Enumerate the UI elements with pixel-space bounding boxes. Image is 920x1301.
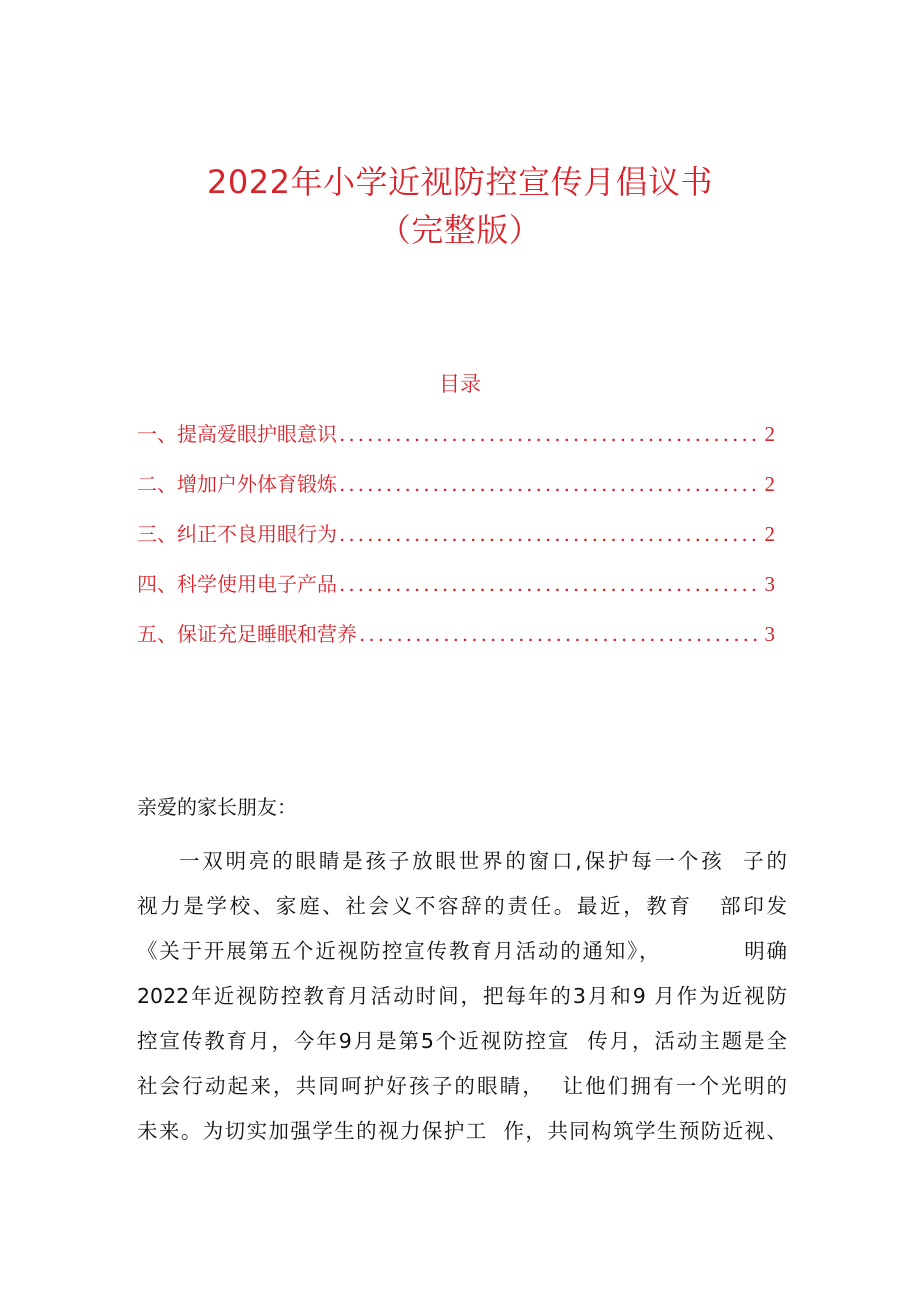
toc-item-2[interactable] bbox=[137, 469, 775, 519]
toc-item-page: 2 bbox=[764, 422, 775, 446]
toc-item-4[interactable] bbox=[137, 569, 775, 619]
toc-item-label: 五、保证充足睡眠和营养 bbox=[137, 622, 357, 646]
paragraph-line: 2022年近视防控教育月活动时间，把每年的3月和9 月作为近视防 bbox=[137, 984, 787, 1008]
toc-item-page: 2 bbox=[764, 472, 775, 496]
toc-item-page: 3 bbox=[764, 572, 775, 596]
toc-item-1[interactable] bbox=[137, 419, 775, 469]
paragraph-line: 视力是学校、家庭、社会义不容辞的责任。最近，教育 部印发 bbox=[137, 894, 787, 918]
document-title: 2022年小学近视防控宣传月倡议书 bbox=[207, 163, 713, 201]
toc-item-3[interactable] bbox=[137, 519, 775, 569]
toc-item-5[interactable] bbox=[137, 619, 775, 669]
toc-item-page: 3 bbox=[764, 622, 775, 646]
paragraph-line: 未来。为切实加强学生的视力保护工 作，共同构筑学生预防近视、 bbox=[137, 1119, 787, 1143]
toc-item-label: 三、纠正不良用眼行为 bbox=[137, 522, 337, 546]
toc-item-page: 2 bbox=[764, 522, 775, 546]
table-of-contents bbox=[137, 419, 775, 669]
paragraph-line: 一双明亮的眼睛是孩子放眼世界的窗口,保护每一个孩 子的 bbox=[179, 849, 787, 873]
toc-heading: 目录 bbox=[439, 372, 481, 396]
document-subtitle: （完整版） bbox=[378, 211, 542, 249]
toc-leader-dots bbox=[339, 569, 759, 599]
toc-item-label: 二、增加户外体育锻炼 bbox=[137, 472, 337, 496]
paragraph-line: 《关于开展第五个近视防控宣传教育月活动的通知》， 明确 bbox=[137, 939, 787, 963]
toc-leader-dots bbox=[339, 519, 759, 549]
toc-leader-dots bbox=[359, 619, 759, 649]
toc-leader-dots bbox=[339, 419, 759, 449]
letter-salutation: 亲爱的家长朋友： bbox=[137, 795, 297, 819]
toc-leader-dots bbox=[339, 469, 759, 499]
paragraph-line: 控宣传教育月，今年9月是第5个近视防控宣 传月，活动主题是全 bbox=[137, 1029, 787, 1053]
toc-item-label: 四、科学使用电子产品 bbox=[137, 572, 337, 596]
toc-item-label: 一、提高爱眼护眼意识 bbox=[137, 422, 337, 446]
letter-body-paragraph bbox=[137, 843, 787, 1158]
paragraph-line: 社会行动起来，共同呵护好孩子的眼睛， 让他们拥有一个光明的 bbox=[137, 1074, 787, 1098]
